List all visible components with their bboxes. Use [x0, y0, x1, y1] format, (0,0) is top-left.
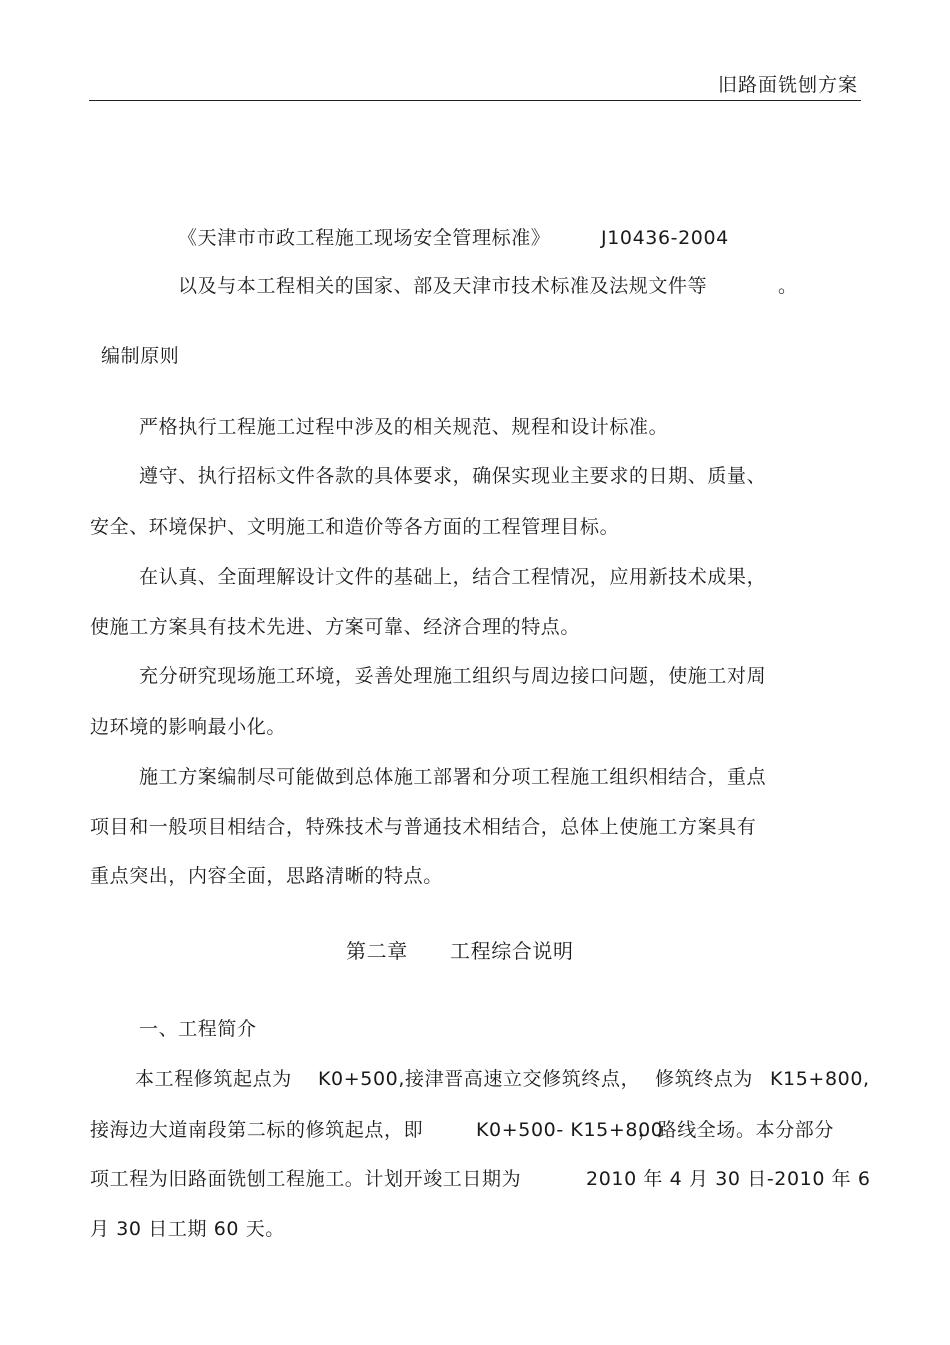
overview-line-2c: ，路线全场。本分部分	[638, 1119, 835, 1141]
overview-line-1b: K0+500,接津晋高速立交修筑终点，	[318, 1068, 641, 1090]
overview-line-2b: K0+500- K15+800	[476, 1119, 664, 1141]
reference-line-2-end: 。	[778, 275, 798, 297]
principle-3-line-2: 使施工方案具有技术先进、方案可靠、经济合理的特点。	[90, 616, 581, 638]
principle-1-line-1: 严格执行工程施工过程中涉及的相关规范、规程和设计标准。	[139, 416, 669, 438]
principles-heading: 编制原则	[101, 345, 180, 367]
reference-standard-code: J10436-2004	[601, 227, 729, 249]
chapter-number: 第二章	[346, 939, 408, 963]
principle-5-line-2: 项目和一般项目相结合，特殊技术与普通技术相结合，总体上使施工方案具有	[90, 816, 757, 838]
principle-4-line-1: 充分研究现场施工环境，妥善处理施工组织与周边接口问题，使施工对周	[139, 665, 767, 687]
principle-4-line-2: 边环境的影响最小化。	[90, 716, 287, 738]
chapter-title: 工程综合说明	[450, 939, 574, 963]
principle-2-line-1: 遵守、执行招标文件各款的具体要求，确保实现业主要求的日期、质量、	[139, 465, 767, 487]
overview-line-3a: 项工程为旧路面铣刨工程施工。计划开竣工日期为	[90, 1168, 522, 1190]
principle-5-line-3: 重点突出，内容全面，思路清晰的特点。	[90, 865, 443, 887]
overview-line-1c: 修筑终点为	[655, 1068, 754, 1090]
header-rule	[89, 100, 861, 101]
overview-heading: 一、工程简介	[139, 1018, 257, 1040]
reference-line-1	[178, 224, 550, 252]
overview-line-1d: K15+800,	[770, 1068, 870, 1090]
principle-2-line-2: 安全、环境保护、文明施工和造价等各方面的工程管理目标。	[90, 516, 620, 538]
reference-standard-title: 《天津市市政工程施工现场安全管理标准》	[178, 227, 551, 249]
principle-3-line-1: 在认真、全面理解设计文件的基础上，结合工程情况，应用新技术成果，	[139, 566, 767, 588]
principle-5-line-1: 施工方案编制尽可能做到总体施工部署和分项工程施工组织相结合，重点	[139, 766, 767, 788]
page-header-title: 旧路面铣刨方案	[717, 74, 858, 96]
overview-line-4: 月 30 日工期 60 天。	[90, 1218, 285, 1240]
overview-line-2a: 接海边大道南段第二标的修筑起点，即	[90, 1119, 424, 1141]
overview-line-3b: 2010 年 4 月 30 日-2010 年 6	[586, 1168, 871, 1190]
overview-line-1a: 本工程修筑起点为	[135, 1068, 292, 1090]
reference-line-2: 以及与本工程相关的国家、部及天津市技术标准及法规文件等	[178, 275, 708, 297]
